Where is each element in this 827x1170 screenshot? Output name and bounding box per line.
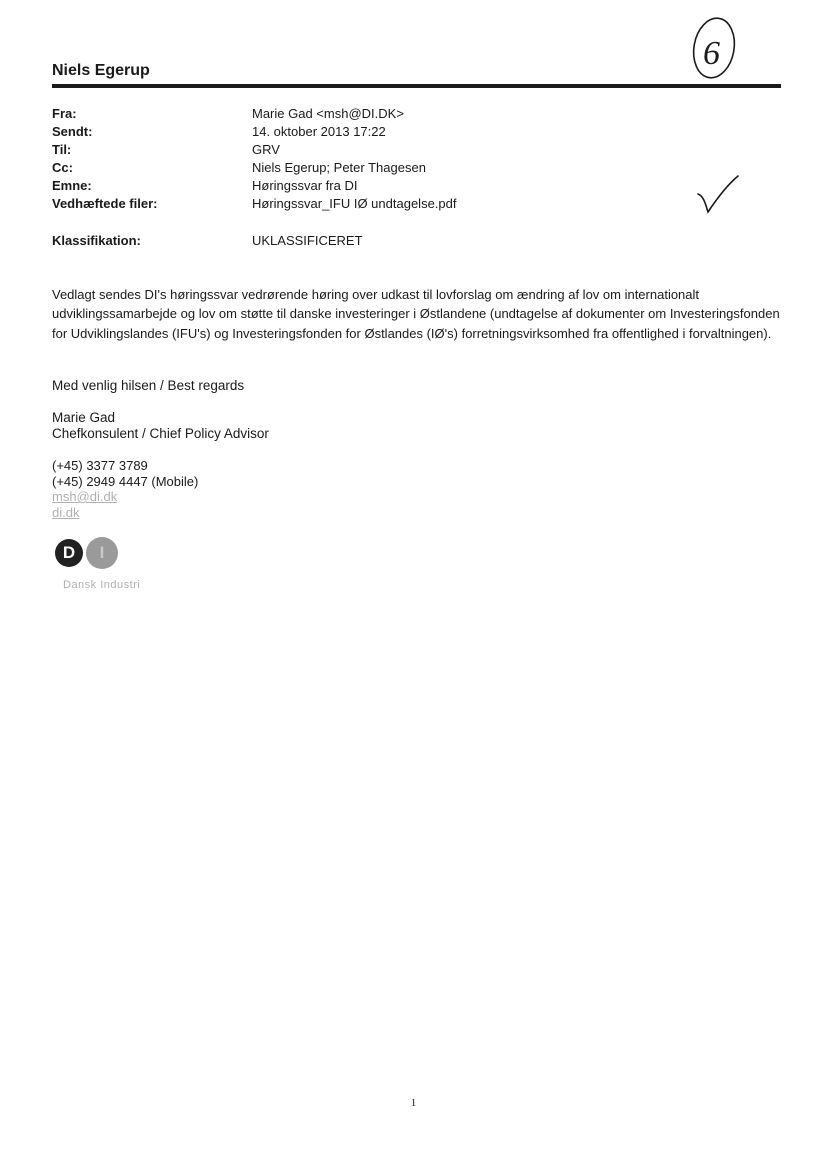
email-body-paragraph: Vedlagt sendes DI's høringssvar vedrørende høring over udkast til lovforslag om ændring af lov om internationalt udviklingssamarbejde og lov om støtte til danske investeringer i Østlandene (undtagelse af dokumenter om Investeringsfonden for Udviklingslandes (IFU's) og Investeringsfonden for Østlandes (IØ's) forretningsvirksomhed fra offentlighed i forvaltningen). [52,287,780,341]
sent-label: Sendt: [52,124,93,139]
handwritten-checkmark-icon [694,172,742,216]
signature-phone: (+45) 3377 3789 [52,458,148,473]
to-value: GRV [252,142,280,157]
di-logo-i: I [86,537,118,569]
handwritten-circled-number [688,10,744,82]
subject-label: Emne: [52,178,92,193]
handwritten-number: 6 [703,35,720,72]
di-logo-caption: Dansk Industri [63,579,141,591]
classification-label: Klassifikation: [52,233,141,248]
signature-mobile: (+45) 2949 4447 (Mobile) [52,474,199,489]
signature-title: Chefkonsulent / Chief Policy Advisor [52,426,269,441]
cc-value: Niels Egerup; Peter Thagesen [252,160,426,175]
classification-value: UKLASSIFICERET [252,233,363,248]
document-owner-name: Niels Egerup [52,62,150,79]
signature-name: Marie Gad [52,410,116,425]
hand-drawn-circle [689,15,739,81]
from-label: Fra: [52,106,77,121]
cc-label: Cc: [52,160,73,175]
from-value: Marie Gad <msh@DI.DK> [252,106,404,121]
attachments-label: Vedhæftede filer: [52,196,158,211]
signature-website-link[interactable]: di.dk [52,505,80,520]
page-number: 1 [410,1097,417,1109]
signature-email-link[interactable]: msh@di.dk [52,489,118,504]
sent-value: 14. oktober 2013 17:22 [252,124,386,139]
header-rule [52,84,781,88]
to-label: Til: [52,142,72,157]
attachment-filename[interactable]: Høringssvar_IFU IØ undtagelse.pdf [252,196,457,211]
closing-line: Med venlig hilsen / Best regards [52,378,245,393]
di-logo-d: D [55,539,83,567]
subject-value: Høringssvar fra DI [252,178,358,193]
